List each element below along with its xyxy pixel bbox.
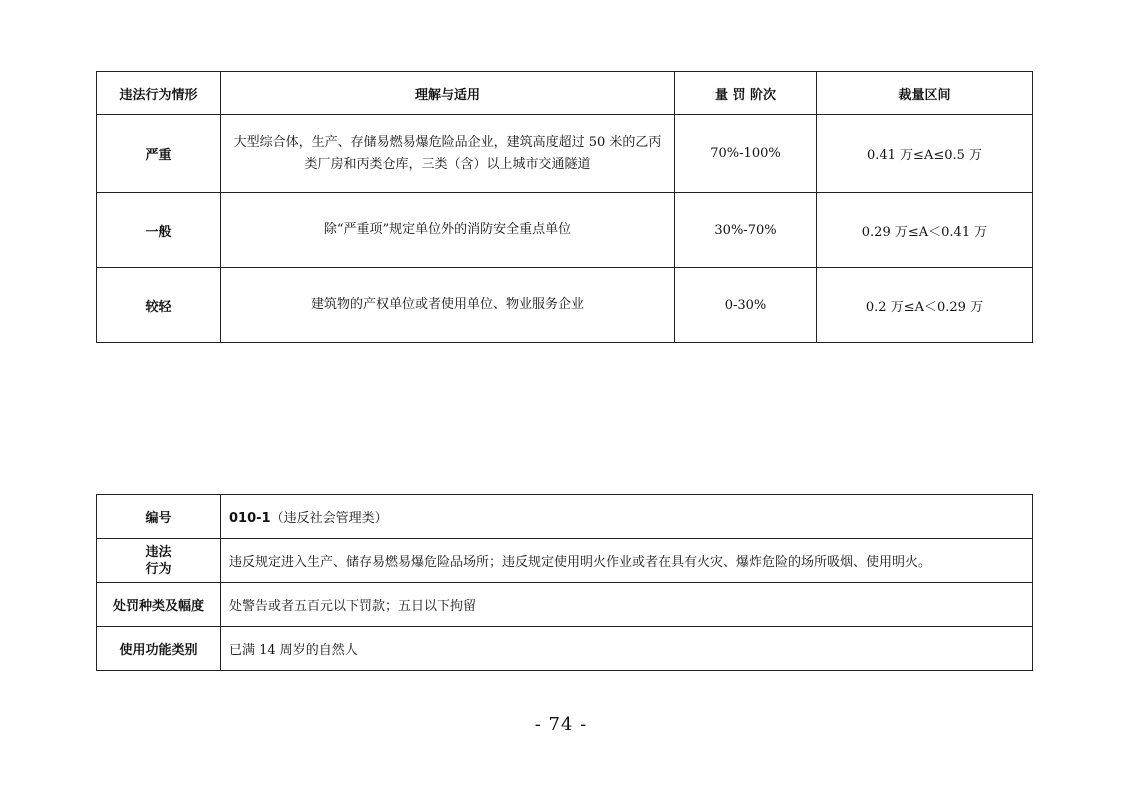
behavior-value: 违反规定进入生产、储存易燃易爆危险品场所；违反规定使用明火作业或者在具有火灾、爆炸危险的场所吸烟、使用明火。 [221, 539, 1033, 583]
table-row [97, 115, 1033, 193]
info-table [96, 494, 1033, 671]
subject-value: 已满 14 周岁的自然人 [221, 627, 1033, 671]
severity-cell: 较轻 [97, 268, 221, 343]
table-header-row [97, 72, 1033, 115]
penalty-table [96, 71, 1033, 343]
code-number: 010-1 [229, 511, 271, 526]
range-cell: 0.2 万≤A＜0.29 万 [817, 268, 1033, 343]
severity-cell: 严重 [97, 115, 221, 193]
level-cell: 0-30% [675, 268, 817, 343]
penalty-value: 处警告或者五百元以下罚款；五日以下拘留 [221, 583, 1033, 627]
table-row [97, 193, 1033, 268]
code-label: 编号 [97, 495, 221, 539]
description-cell: 除“严重项”规定单位外的消防安全重点单位 [221, 193, 675, 268]
page-number: - 74 - [534, 714, 588, 735]
range-cell: 0.41 万≤A≤0.5 万 [817, 115, 1033, 193]
table-row [97, 268, 1033, 343]
header-cell: 量 罚 阶次 [675, 72, 817, 115]
penalty-label: 处罚种类及幅度 [97, 583, 221, 627]
subject-row [97, 627, 1033, 671]
code-value [221, 495, 1033, 539]
header-cell: 违法行为情形 [97, 72, 221, 115]
level-cell: 30%-70% [675, 193, 817, 268]
behavior-row [97, 539, 1033, 583]
description-cell: 建筑物的产权单位或者使用单位、物业服务企业 [221, 268, 675, 343]
header-cell: 裁量区间 [817, 72, 1033, 115]
description-cell: 大型综合体，生产、存储易燃易爆危险品企业，建筑高度超过 50 米的乙丙类厂房和丙类仓库，三类（含）以上城市交通隧道 [221, 115, 675, 193]
penalty-row [97, 583, 1033, 627]
code-row [97, 495, 1033, 539]
header-cell: 理解与适用 [221, 72, 675, 115]
subject-label: 使用功能类别 [97, 627, 221, 671]
range-cell: 0.29 万≤A＜0.41 万 [817, 193, 1033, 268]
severity-cell: 一般 [97, 193, 221, 268]
behavior-label: 违法行为 [97, 539, 221, 583]
level-cell: 70%-100% [675, 115, 817, 193]
code-category: （违反社会管理类） [270, 511, 388, 526]
